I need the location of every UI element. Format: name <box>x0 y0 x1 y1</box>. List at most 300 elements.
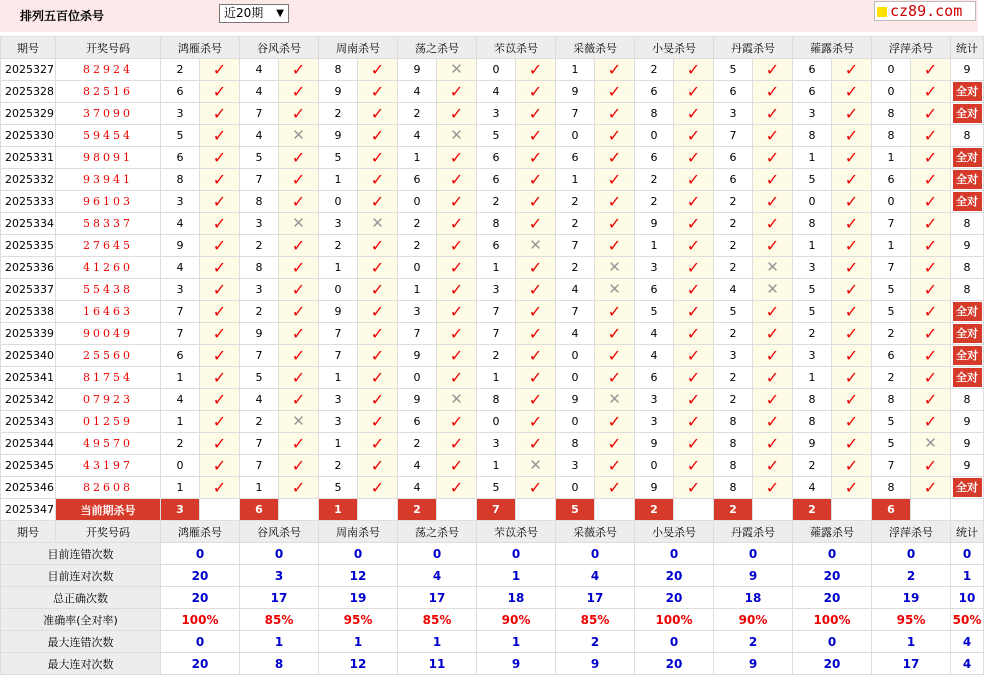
check-icon <box>595 235 635 257</box>
kill-number-cell: 7 <box>477 323 516 345</box>
stat-cell <box>951 235 984 257</box>
empty-cell <box>595 499 635 521</box>
kill-number-cell: 2 <box>793 455 832 477</box>
check-icon <box>753 433 793 455</box>
kill-number-cell: 7 <box>240 433 279 455</box>
kill-number-cell: 0 <box>556 367 595 389</box>
stat-value: 95% <box>319 609 398 631</box>
check-mark-icon: ✓ <box>607 455 622 475</box>
kill-number-cell: 7 <box>240 455 279 477</box>
kill-number-cell: 0 <box>319 191 358 213</box>
check-icon <box>753 411 793 433</box>
draw-number-cell: 81754 <box>56 367 161 389</box>
check-icon <box>753 213 793 235</box>
kill-number-cell: 6 <box>477 235 516 257</box>
kill-number-cell: 3 <box>793 103 832 125</box>
stat-count: 8 <box>963 129 971 142</box>
draw-number-cell: 01259 <box>56 411 161 433</box>
check-mark-icon: ✓ <box>449 81 464 101</box>
check-icon <box>516 477 556 499</box>
cross-mark-icon: ✕ <box>766 280 779 298</box>
check-icon <box>358 59 398 81</box>
check-mark-icon: ✓ <box>923 411 938 431</box>
check-mark-icon: ✓ <box>291 279 306 299</box>
check-mark-icon: ✓ <box>923 213 938 233</box>
stat-value: 17 <box>556 587 635 609</box>
stat-row <box>1 543 984 565</box>
empty-cell <box>753 499 793 521</box>
kill-number-cell: 2 <box>240 301 279 323</box>
check-icon <box>358 81 398 103</box>
kill-number-cell: 7 <box>240 345 279 367</box>
stat-count: 9 <box>963 437 971 450</box>
check-mark-icon: ✓ <box>686 235 701 255</box>
check-mark-icon: ✓ <box>212 125 227 145</box>
cross-mark-icon: ✕ <box>450 60 463 78</box>
table-row <box>1 235 984 257</box>
check-mark-icon: ✓ <box>291 59 306 79</box>
kill-number-cell: 0 <box>398 367 437 389</box>
check-mark-icon: ✓ <box>607 81 622 101</box>
kill-number-cell: 8 <box>319 59 358 81</box>
check-mark-icon: ✓ <box>212 235 227 255</box>
current-kill-number: 5 <box>556 499 595 521</box>
stat-cell <box>951 103 984 125</box>
check-mark-icon: ✓ <box>291 389 306 409</box>
check-mark-icon: ✓ <box>607 301 622 321</box>
kill-number-cell: 6 <box>161 345 200 367</box>
kill-number-cell: 2 <box>319 103 358 125</box>
kill-number-cell: 9 <box>161 235 200 257</box>
draw-number-cell: 93941 <box>56 169 161 191</box>
check-icon <box>358 125 398 147</box>
current-kill-number: 7 <box>477 499 516 521</box>
check-icon <box>674 191 714 213</box>
current-period-cell: 2025347 <box>1 499 56 521</box>
stat-label: 目前连错次数 <box>1 543 161 565</box>
check-mark-icon: ✓ <box>844 59 859 79</box>
check-icon <box>674 213 714 235</box>
cross-mark-icon: ✕ <box>529 456 542 474</box>
check-mark-icon: ✓ <box>212 257 227 277</box>
stat-count: 8 <box>963 283 971 296</box>
check-icon <box>516 213 556 235</box>
check-mark-icon: ✓ <box>607 103 622 123</box>
check-mark-icon: ✓ <box>212 279 227 299</box>
stat-value: 17 <box>240 587 319 609</box>
kill-number-cell: 8 <box>635 103 674 125</box>
kill-number-cell: 6 <box>714 81 753 103</box>
kill-number-cell: 2 <box>793 323 832 345</box>
check-mark-icon: ✓ <box>291 367 306 387</box>
check-mark-icon: ✓ <box>607 411 622 431</box>
empty-cell <box>437 499 477 521</box>
stat-value: 4 <box>398 565 477 587</box>
kill-number-cell: 1 <box>793 147 832 169</box>
kill-number-cell: 4 <box>635 345 674 367</box>
chevron-down-icon: ▼ <box>276 8 284 19</box>
check-mark-icon: ✓ <box>528 433 543 453</box>
check-mark-icon: ✓ <box>607 59 622 79</box>
stat-value: 3 <box>240 565 319 587</box>
stat-row <box>1 653 984 675</box>
kill-number-cell: 0 <box>319 279 358 301</box>
kill-number-cell: 2 <box>714 213 753 235</box>
stat-cell <box>951 411 984 433</box>
stat-cell <box>951 433 984 455</box>
check-icon <box>437 411 477 433</box>
kill-number-cell: 8 <box>793 411 832 433</box>
check-icon <box>516 301 556 323</box>
kill-number-cell: 6 <box>556 147 595 169</box>
draw-number-cell: 82608 <box>56 477 161 499</box>
check-icon <box>753 59 793 81</box>
check-mark-icon: ✓ <box>607 147 622 167</box>
stat-label: 最大连错次数 <box>1 631 161 653</box>
header-expert: 采薇杀号 <box>556 37 635 59</box>
check-icon <box>911 411 951 433</box>
check-mark-icon: ✓ <box>686 411 701 431</box>
check-mark-icon: ✓ <box>528 147 543 167</box>
full-correct-badge: 全对 <box>953 104 982 123</box>
check-mark-icon: ✓ <box>765 147 780 167</box>
logo-text: cz89.com <box>890 2 963 20</box>
draw-number-cell: 07923 <box>56 389 161 411</box>
check-icon <box>200 323 240 345</box>
site-logo[interactable] <box>874 1 976 21</box>
check-mark-icon: ✓ <box>449 213 464 233</box>
check-mark-icon: ✓ <box>212 81 227 101</box>
kill-number-cell: 5 <box>319 477 358 499</box>
check-icon <box>358 345 398 367</box>
check-mark-icon: ✓ <box>528 323 543 343</box>
stat-count: 9 <box>963 415 971 428</box>
cross-icon <box>753 279 793 301</box>
check-mark-icon: ✓ <box>528 81 543 101</box>
check-icon <box>753 301 793 323</box>
stat-cell <box>951 213 984 235</box>
current-label: 当前期杀号 <box>56 499 161 521</box>
kill-number-cell: 6 <box>398 411 437 433</box>
check-icon <box>200 213 240 235</box>
check-mark-icon: ✓ <box>212 213 227 233</box>
check-mark-icon: ✓ <box>607 367 622 387</box>
kill-number-cell: 6 <box>477 147 516 169</box>
check-mark-icon: ✓ <box>765 81 780 101</box>
period-cell: 2025334 <box>1 213 56 235</box>
kill-number-cell: 5 <box>872 279 911 301</box>
header-period: 期号 <box>1 521 56 543</box>
check-icon <box>200 389 240 411</box>
full-correct-badge: 全对 <box>953 148 982 167</box>
check-icon <box>358 191 398 213</box>
check-icon <box>753 455 793 477</box>
table-row <box>1 345 984 367</box>
check-icon <box>516 191 556 213</box>
kill-number-cell: 5 <box>477 125 516 147</box>
kill-number-cell: 3 <box>319 389 358 411</box>
kill-number-cell: 2 <box>556 213 595 235</box>
cross-icon <box>595 257 635 279</box>
check-mark-icon: ✓ <box>765 389 780 409</box>
check-icon <box>279 81 319 103</box>
full-correct-badge: 全对 <box>953 302 982 321</box>
check-icon <box>832 103 872 125</box>
check-mark-icon: ✓ <box>212 301 227 321</box>
kill-number-cell: 0 <box>635 125 674 147</box>
header-expert: 浮萍杀号 <box>872 521 951 543</box>
kill-number-cell: 7 <box>319 323 358 345</box>
check-mark-icon: ✓ <box>923 103 938 123</box>
cross-icon <box>358 213 398 235</box>
stat-value: 0 <box>398 543 477 565</box>
stat-value: 8 <box>240 653 319 675</box>
stat-value: 9 <box>556 653 635 675</box>
kill-number-cell: 6 <box>793 81 832 103</box>
check-icon <box>832 147 872 169</box>
check-icon <box>437 169 477 191</box>
header-row <box>1 37 984 59</box>
kill-number-cell: 0 <box>556 345 595 367</box>
period-select[interactable] <box>219 4 289 23</box>
stat-label: 总正确次数 <box>1 587 161 609</box>
kill-number-cell: 5 <box>240 367 279 389</box>
check-icon <box>437 477 477 499</box>
check-mark-icon: ✓ <box>212 147 227 167</box>
check-mark-icon: ✓ <box>923 169 938 189</box>
header-stat: 统计 <box>951 37 984 59</box>
kill-number-cell: 6 <box>714 169 753 191</box>
kill-number-cell: 7 <box>872 213 911 235</box>
stat-row <box>1 587 984 609</box>
cross-icon <box>279 213 319 235</box>
kill-number-cell: 6 <box>635 81 674 103</box>
check-mark-icon: ✓ <box>449 257 464 277</box>
stat-value: 11 <box>398 653 477 675</box>
check-icon <box>516 411 556 433</box>
kill-number-cell: 2 <box>635 191 674 213</box>
stat-count: 9 <box>963 459 971 472</box>
table-row <box>1 213 984 235</box>
current-kill-number: 1 <box>319 499 358 521</box>
check-icon <box>358 147 398 169</box>
kill-number-cell: 8 <box>872 103 911 125</box>
check-icon <box>279 235 319 257</box>
stat-cell <box>951 191 984 213</box>
stat-cell <box>951 257 984 279</box>
stat-label: 目前连对次数 <box>1 565 161 587</box>
check-icon <box>516 81 556 103</box>
check-icon <box>674 455 714 477</box>
stat-cell <box>951 81 984 103</box>
draw-number-cell: 41260 <box>56 257 161 279</box>
header-expert: 丹霞杀号 <box>714 37 793 59</box>
cross-mark-icon: ✕ <box>292 412 305 430</box>
check-mark-icon: ✓ <box>607 235 622 255</box>
check-mark-icon: ✓ <box>370 191 385 211</box>
check-mark-icon: ✓ <box>923 81 938 101</box>
check-icon <box>358 103 398 125</box>
stat-value: 1 <box>477 565 556 587</box>
check-mark-icon: ✓ <box>923 477 938 497</box>
check-icon <box>595 125 635 147</box>
period-cell: 2025342 <box>1 389 56 411</box>
kill-number-cell: 0 <box>477 59 516 81</box>
check-mark-icon: ✓ <box>844 455 859 475</box>
check-icon <box>911 147 951 169</box>
check-mark-icon: ✓ <box>765 103 780 123</box>
stat-label: 最大连对次数 <box>1 653 161 675</box>
check-mark-icon: ✓ <box>765 433 780 453</box>
kill-number-cell: 5 <box>714 59 753 81</box>
check-icon <box>674 235 714 257</box>
kill-number-cell: 0 <box>161 455 200 477</box>
current-kill-number: 3 <box>161 499 200 521</box>
check-icon <box>832 345 872 367</box>
check-icon <box>674 389 714 411</box>
kill-number-cell: 6 <box>635 279 674 301</box>
kill-number-cell: 1 <box>872 147 911 169</box>
stat-value: 2 <box>556 631 635 653</box>
check-icon <box>832 477 872 499</box>
current-row <box>1 499 984 521</box>
kill-number-cell: 3 <box>161 279 200 301</box>
check-mark-icon: ✓ <box>686 147 701 167</box>
check-icon <box>832 323 872 345</box>
check-icon <box>200 103 240 125</box>
header-expert: 蕹露杀号 <box>793 521 872 543</box>
kill-number-cell: 2 <box>635 59 674 81</box>
kill-number-table <box>0 36 984 675</box>
check-mark-icon: ✓ <box>844 411 859 431</box>
kill-number-cell: 3 <box>161 191 200 213</box>
table-row <box>1 477 984 499</box>
stat-value: 0 <box>714 543 793 565</box>
check-mark-icon: ✓ <box>449 169 464 189</box>
check-icon <box>674 323 714 345</box>
check-icon <box>674 125 714 147</box>
kill-number-cell: 5 <box>872 301 911 323</box>
check-mark-icon: ✓ <box>923 279 938 299</box>
check-icon <box>832 59 872 81</box>
stat-value: 10 <box>951 587 984 609</box>
kill-number-cell: 5 <box>635 301 674 323</box>
check-icon <box>674 147 714 169</box>
kill-number-cell: 6 <box>161 81 200 103</box>
kill-number-cell: 7 <box>240 103 279 125</box>
check-icon <box>200 59 240 81</box>
kill-number-cell: 3 <box>635 389 674 411</box>
header-row <box>1 521 984 543</box>
cross-mark-icon: ✕ <box>450 126 463 144</box>
check-mark-icon: ✓ <box>765 455 780 475</box>
check-icon <box>279 433 319 455</box>
period-cell: 2025327 <box>1 59 56 81</box>
check-mark-icon: ✓ <box>449 279 464 299</box>
kill-number-cell: 2 <box>477 345 516 367</box>
check-mark-icon: ✓ <box>370 235 385 255</box>
current-kill-number: 2 <box>714 499 753 521</box>
check-mark-icon: ✓ <box>765 477 780 497</box>
kill-number-cell: 6 <box>793 59 832 81</box>
kill-number-cell: 3 <box>240 213 279 235</box>
check-icon <box>358 411 398 433</box>
stat-cell <box>951 301 984 323</box>
check-mark-icon: ✓ <box>370 59 385 79</box>
table-row <box>1 103 984 125</box>
check-icon <box>279 191 319 213</box>
kill-number-cell: 7 <box>161 301 200 323</box>
kill-number-cell: 0 <box>635 455 674 477</box>
check-mark-icon: ✓ <box>370 389 385 409</box>
header-expert: 周南杀号 <box>319 37 398 59</box>
stat-value: 1 <box>319 631 398 653</box>
draw-number-cell: 98091 <box>56 147 161 169</box>
stat-value: 20 <box>635 653 714 675</box>
check-mark-icon: ✓ <box>528 103 543 123</box>
check-mark-icon: ✓ <box>844 125 859 145</box>
check-icon <box>358 455 398 477</box>
stat-cell <box>951 169 984 191</box>
current-kill-number: 6 <box>872 499 911 521</box>
table-row <box>1 301 984 323</box>
stat-cell <box>951 125 984 147</box>
kill-number-cell: 3 <box>556 455 595 477</box>
kill-number-cell: 3 <box>240 279 279 301</box>
draw-number-cell: 96103 <box>56 191 161 213</box>
check-icon <box>674 367 714 389</box>
current-kill-number: 6 <box>240 499 279 521</box>
kill-number-cell: 2 <box>714 367 753 389</box>
kill-number-cell: 8 <box>793 125 832 147</box>
kill-number-cell: 1 <box>240 477 279 499</box>
kill-number-cell: 7 <box>714 125 753 147</box>
check-mark-icon: ✓ <box>291 235 306 255</box>
kill-number-cell: 5 <box>872 433 911 455</box>
check-mark-icon: ✓ <box>212 103 227 123</box>
check-icon <box>753 103 793 125</box>
check-icon <box>279 367 319 389</box>
stat-value: 12 <box>319 565 398 587</box>
kill-number-cell: 2 <box>161 433 200 455</box>
check-icon <box>911 323 951 345</box>
check-icon <box>516 169 556 191</box>
empty-cell <box>951 499 984 521</box>
stat-value: 100% <box>161 609 240 631</box>
check-icon <box>595 411 635 433</box>
kill-number-cell: 9 <box>319 301 358 323</box>
kill-number-cell: 4 <box>240 125 279 147</box>
check-mark-icon: ✓ <box>765 191 780 211</box>
check-mark-icon: ✓ <box>528 345 543 365</box>
kill-number-cell: 1 <box>793 367 832 389</box>
table-row <box>1 433 984 455</box>
cross-icon <box>753 257 793 279</box>
kill-number-cell: 3 <box>635 411 674 433</box>
kill-number-cell: 1 <box>556 169 595 191</box>
kill-number-cell: 8 <box>240 191 279 213</box>
top-bar <box>0 0 978 32</box>
check-mark-icon: ✓ <box>291 257 306 277</box>
stat-value: 9 <box>714 653 793 675</box>
kill-number-cell: 7 <box>161 323 200 345</box>
check-icon <box>832 279 872 301</box>
draw-number-cell: 58337 <box>56 213 161 235</box>
stat-value: 19 <box>872 587 951 609</box>
empty-cell <box>911 499 951 521</box>
check-icon <box>595 477 635 499</box>
cross-icon <box>437 125 477 147</box>
